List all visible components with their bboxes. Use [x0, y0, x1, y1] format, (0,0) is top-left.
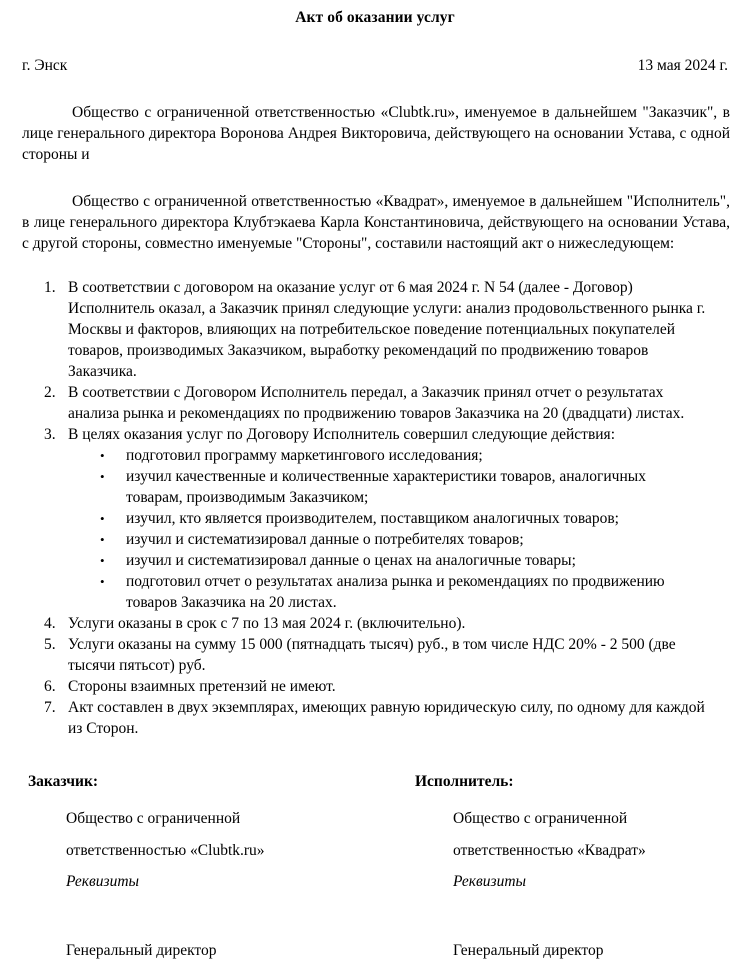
clause-text: Стороны взаимных претензий не имеют.	[68, 678, 336, 696]
bullet-text: изучил и систематизировал данные о потребителях товаров;	[126, 531, 524, 549]
clause-item	[0, 382, 750, 424]
contractor-org-line-1: Общество с ограниченной	[453, 810, 628, 828]
bullet-dot-icon: •	[100, 574, 105, 590]
bullet-dot-icon: •	[100, 532, 105, 548]
clause-item	[0, 277, 750, 382]
bullet-text: подготовил отчет о результатах анализа рынка и рекомендациях по продвижению товаров Заказчика на 20 листах.	[126, 573, 665, 612]
customer-signature-heading: Заказчик:	[28, 773, 99, 791]
customer-org-line-1: Общество с ограниченной	[66, 810, 241, 828]
clause-number: 2.	[44, 384, 56, 402]
contractor-signer-role: Генеральный директор	[453, 942, 604, 960]
clause-bullet-list	[68, 445, 710, 613]
clause-text: Услуги оказаны на сумму 15 000 (пятнадцать тысяч) руб., в том числе НДС 20% - 2 500 (две тысячи пятьсот) руб.	[68, 636, 676, 675]
clause-list	[0, 254, 750, 739]
clause-number: 5.	[44, 636, 56, 654]
clause-bullet-item	[96, 445, 710, 466]
bullet-dot-icon: •	[100, 448, 105, 464]
bullet-text: изучил и систематизировал данные о ценах на аналогичные товары;	[126, 552, 576, 570]
bullet-text: изучил, кто является производителем, поставщиком аналогичных товаров;	[126, 510, 619, 528]
contractor-signature-heading: Исполнитель:	[415, 773, 514, 791]
clause-item	[0, 697, 750, 739]
contractor-requisites: Реквизиты	[453, 873, 527, 891]
bullet-text: изучил качественные и количественные характеристики товаров, аналогичных товарам, производимым Заказчиком;	[126, 468, 646, 507]
clause-text: В соответствии с Договором Исполнитель передал, а Заказчик принял отчет о результатах анализа рынка и рекомендациях по продвижению товаров Заказчика на 20 (двадцати) листах.	[68, 384, 685, 423]
clause-text: Акт составлен в двух экземплярах, имеющих равную юридическую силу, по одному для каждой из Сторон.	[68, 699, 705, 738]
clause-item	[0, 634, 750, 676]
clause-bullet-item	[96, 529, 710, 550]
bullet-dot-icon: •	[100, 469, 105, 485]
customer-signer-role: Генеральный директор	[66, 942, 217, 960]
page-title: Акт об оказании услуг	[295, 9, 455, 26]
bullet-dot-icon: •	[100, 511, 105, 527]
contractor-intro-paragraph: Общество с ограниченной ответственностью «Квадрат», именуемое в дальнейшем "Исполнитель", в лице генерального директора Клубтэкаева Карла Константиновича, действующего на основании Устава, с другой стороны, совместно именуемые "Стороны", составили настоящий акт о нижеследующем:	[22, 193, 730, 253]
intro-block	[0, 75, 750, 254]
signature-column-contractor	[387, 772, 750, 961]
clause-bullet-item	[96, 508, 710, 529]
city-label: г. Энск	[22, 56, 68, 74]
clause-bullet-item	[96, 550, 710, 571]
clause-text: В целях оказания услуг по Договору Исполнитель совершил следующие действия:	[68, 426, 615, 444]
clause-number: 4.	[44, 615, 56, 633]
signature-block	[0, 739, 750, 961]
contractor-org-line-2: ответственностью «Квадрат»	[453, 842, 646, 860]
customer-requisites: Реквизиты	[66, 873, 140, 891]
clause-text: В соответствии с договором на оказание услуг от 6 мая 2024 г. N 54 (далее - Договор) Исполнитель оказал, а Заказчик принял следующие услуги: анализ продовольственного рынка г. Москвы и факторов, влияющих на потребительское поведение потенциальных покупателей товаров, производимых Заказчиком, выработку рекомендаций по продвижению товаров Заказчика.	[68, 279, 706, 381]
clause-number: 1.	[44, 279, 56, 297]
bullet-text: подготовил программу маркетингового исследования;	[126, 447, 483, 465]
clause-number: 3.	[44, 426, 56, 444]
date-label: 13 мая 2024 г.	[637, 56, 728, 74]
customer-org-line-2: ответственностью «Clubtk.ru»	[66, 842, 265, 860]
clause-item	[0, 613, 750, 634]
clause-number: 7.	[44, 699, 56, 717]
bullet-dot-icon: •	[100, 553, 105, 569]
clause-text: Услуги оказаны в срок с 7 по 13 мая 2024 г. (включительно).	[68, 615, 466, 633]
clause-item	[0, 424, 750, 613]
contractor-signature-body	[415, 792, 750, 961]
customer-signature-body	[28, 792, 387, 961]
clause-bullet-item	[96, 571, 710, 613]
document-meta-line	[0, 28, 750, 76]
signature-column-customer	[0, 772, 387, 961]
clause-bullet-item	[96, 466, 710, 508]
customer-intro-paragraph: Общество с ограниченной ответственностью «Clubtk.ru», именуемое в дальнейшем "Заказчик", в лице генерального директора Воронова Андрея Викторовича, действующего на основании Устава, с одной стороны и	[22, 104, 730, 164]
clause-item	[0, 676, 750, 697]
clause-number: 6.	[44, 678, 56, 696]
